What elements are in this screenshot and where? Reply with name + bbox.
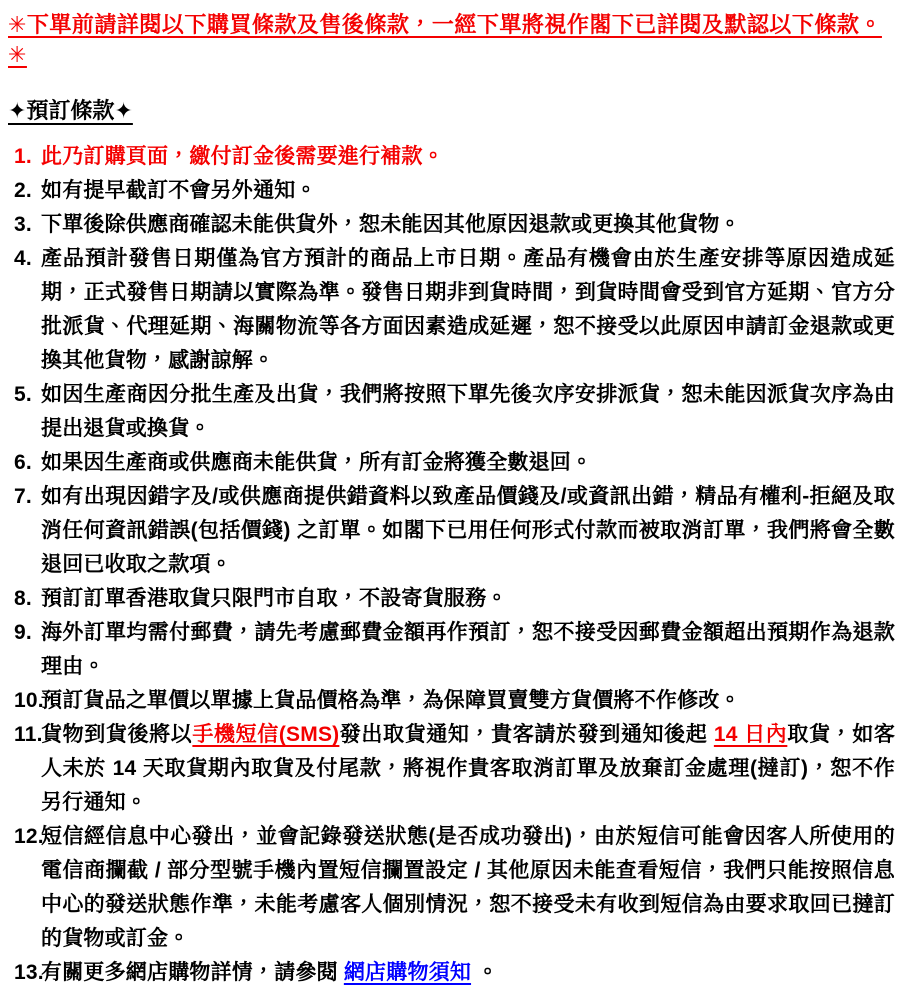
term-number: 11. [14,723,43,746]
term-text-segment: 貨物到貨後將以 [41,723,193,746]
pickup-deadline-highlight: 14 日內 [713,723,788,746]
term-text: 海外訂單均需付郵費，請先考慮郵費金額再作預訂，恕不接受因郵費金額超出預期作為退款理由。 [41,621,895,678]
term-text: 下單後除供應商確認未能供貨外，恕未能因其他原因退款或更換其他貨物。 [41,213,741,236]
term-item-11 [8,718,895,820]
term-number: 1. [14,145,32,168]
term-text: 預訂貨品之單價以單據上貨品價格為準，為保障買賣雙方貨價將不作修改。 [41,689,741,712]
term-text [41,961,498,984]
term-text: 短信經信息中心發出，並會記錄發送狀態(是否成功發出)，由於短信可能會因客人所使用的電信商攔截 / 部分型號手機內置短信攔置設定 / 其他原因未能查看短信，我們只能按照信息中心的發送狀態作準，未能考慮客人個別情況，恕不接受未有收到短信為由要求取回已撻訂的貨物或訂金。 [41,825,895,950]
term-item-9 [8,616,895,684]
term-item-6 [8,446,895,480]
pre-order-warning-banner: ✳下單前請詳閱以下購買條款及售後條款，一經下單將視作閣下已詳閱及默認以下條款。✳ [8,12,882,67]
term-item-8 [8,582,895,616]
store-shopping-guide-link[interactable]: 網店購物須知 [343,961,472,984]
term-number: 2. [14,179,32,202]
term-item-4 [8,242,895,378]
term-number: 12. [14,825,44,848]
term-number: 5. [14,383,32,406]
term-number: 8. [14,587,32,610]
term-item-10 [8,684,895,718]
term-text-segment: 有關更多網店購物詳情，請參閱 [41,961,344,984]
term-number: 7. [14,485,32,508]
term-number: 4. [14,247,32,270]
term-item-13 [8,956,895,990]
term-text: 如果因生產商或供應商未能供貨，所有訂金將獲全數退回。 [41,451,593,474]
term-number: 6. [14,451,32,474]
term-item-7 [8,480,895,582]
terms-list [8,140,895,990]
term-number: 13. [14,961,44,984]
term-item-2 [8,174,895,208]
section-heading-text: ✦預訂條款✦ [8,98,133,123]
term-item-5 [8,378,895,446]
term-item-1 [8,140,895,174]
term-text-segment: 取貨，如客人未於 14 天取貨期內取貨及付尾款，將視作貴客取消訂單及放棄訂金處理(撻訂)，恕不作另行通知。 [41,723,896,814]
term-text: 如有提早截訂不會另外通知。 [41,179,317,202]
term-text [41,723,895,814]
term-text: 此乃訂購頁面，繳付訂金後需要進行補款。 [41,145,444,168]
term-text: 預訂訂單香港取貨只限門市自取，不設寄貨服務。 [41,587,508,610]
term-number: 9. [14,621,32,644]
term-item-3 [8,208,895,242]
term-text: 如有出現因錯字及/或供應商提供錯資料以致產品價錢及/或資訊出錯，精品有權利-拒絕及取消任何資訊錯誤(包括價錢) 之訂單。如閣下已用任何形式付款而被取消訂單，我們將會全數退回已收取之款項。 [41,485,895,576]
term-text-segment: 。 [471,961,499,984]
term-text-segment: 發出取貨通知，貴客請於發到通知後起 [339,723,714,746]
term-number: 10. [14,689,44,712]
term-number: 3. [14,213,32,236]
term-text: 產品預計發售日期僅為官方預計的商品上市日期。產品有機會由於生產安排等原因造成延期，正式發售日期請以實際為準。發售日期非到貨時間，到貨時間會受到官方延期、官方分批派貨、代理延期、海關物流等各方面因素造成延遲，恕不接受以此原因申請訂金退款或更換其他貨物，感謝諒解。 [41,247,895,372]
term-text: 如因生產商因分批生產及出貨，我們將按照下單先後次序安排派貨，恕未能因派貨次序為由提出退貨或換貨。 [41,383,895,440]
section-heading [8,96,895,126]
sms-notice-highlight: 手機短信(SMS) [192,723,340,746]
term-item-12 [8,820,895,956]
